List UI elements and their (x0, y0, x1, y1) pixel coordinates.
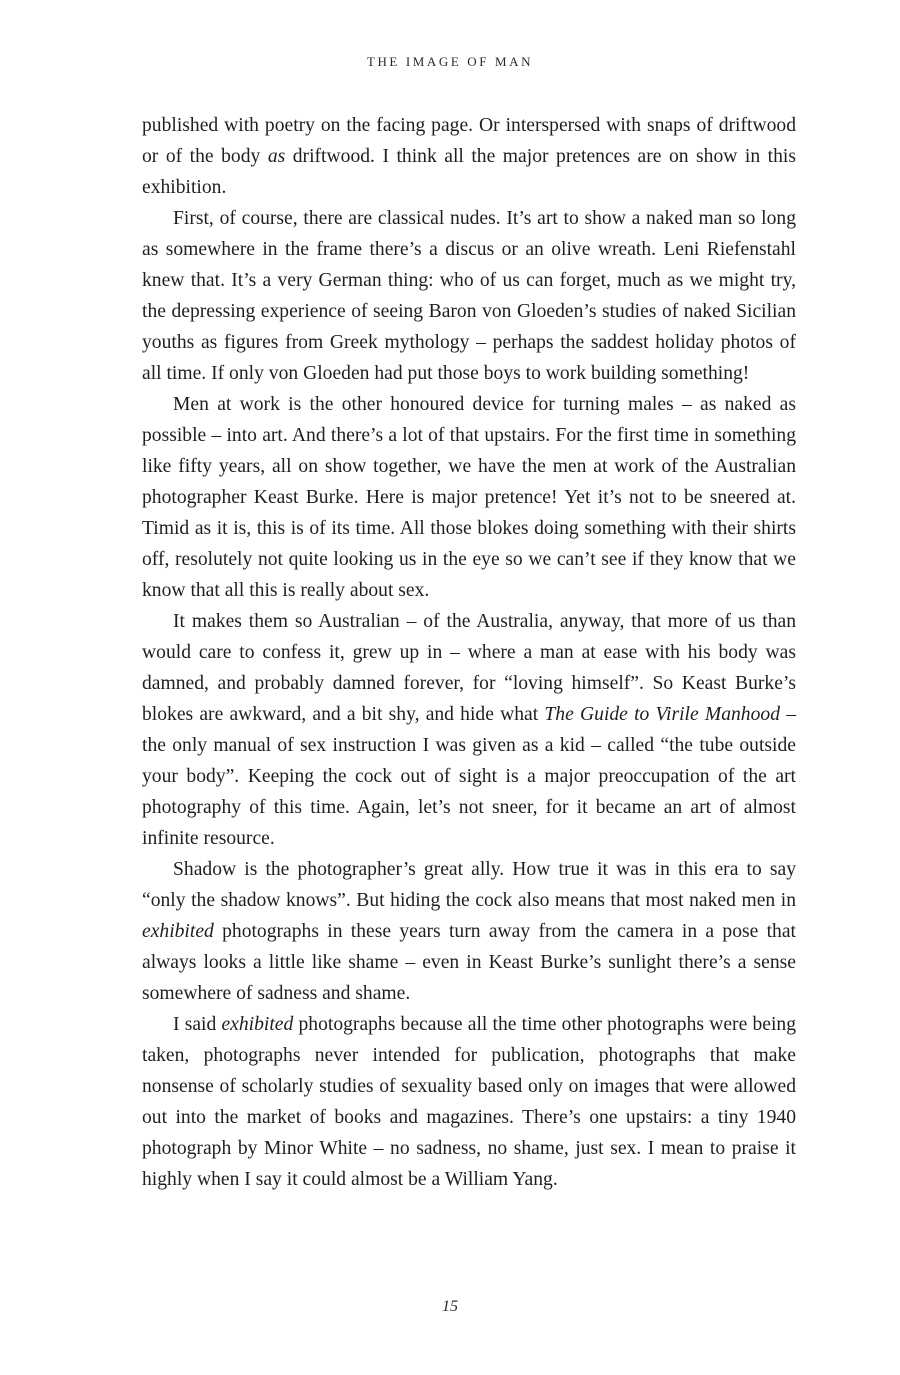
body-text (142, 110, 796, 1195)
paragraph-2 (142, 203, 796, 389)
italic-run: exhibited (221, 1014, 294, 1035)
paragraph-1 (142, 110, 796, 203)
page-number: 15 (442, 1298, 458, 1315)
paragraph-3 (142, 389, 796, 606)
italic-run: as (267, 146, 286, 167)
text-run: photographs because all the time other photographs were being taken, photographs never intended for publication, photographs that make nonsense of scholarly studies of sexuality based only on images that were allowed out into the market of books and magazines. There’s one upstairs: a tiny 1940 photograph by Minor White – no sadness, no shame, just sex. I mean to praise it highly when I say it could almost be a William Yang. (142, 1014, 796, 1190)
paragraph-6 (142, 1009, 796, 1195)
running-head: THE IMAGE OF MAN (366, 54, 534, 69)
paragraph-5 (142, 854, 796, 1009)
text-run: published with poetry on the facing page. Or interspersed with snaps of driftwood or of the body (142, 115, 796, 167)
text-run: First, of course, there are classical nudes. It’s art to show a naked man so long as somewhere in the frame there’s a discus or an olive wreath. Leni Riefenstahl knew that. It’s a very German thing: who of us can forget, much as we might try, the depressing experience of seeing Baron von Gloeden’s studies of naked Sicilian youths as figures from Greek mythology – perhaps the saddest holiday photos of all time. If only von Gloeden had put those boys to work building something! (142, 208, 796, 384)
text-run: Shadow is the photographer’s great ally. How true it was in this era to say “only the shadow knows”. But hiding the cock also means that most naked men in (142, 859, 796, 911)
text-run: It makes them so Australian – of the Australia, anyway, that more of us than would care to confess it, grew up in – where a man at ease with his body was damned, and probably damned forever, for “loving himself”. So Keast Burke’s blokes are awkward, and a bit shy, and hide what (142, 611, 796, 725)
text-run: photographs in these years turn away from the camera in a pose that always looks a little like shame – even in Keast Burke’s sunlight there’s a sense somewhere of sadness and shame. (142, 921, 796, 1004)
italic-run: The Guide to Virile Manhood (544, 704, 780, 725)
text-run: – the only manual of sex instruction I was given as a kid – called “the tube outside your body”. Keeping the cock out of sight is a major preoccupation of the art photography of this time. Again, let’s not sneer, for it became an art of almost infinite resource. (142, 704, 796, 849)
paragraph-4 (142, 606, 796, 854)
text-run: Men at work is the other honoured device for turning males – as naked as possible – into art. And there’s a lot of that upstairs. For the first time in something like fifty years, all on show together, we have the men at work of the Australian photographer Keast Burke. Here is major pretence! Yet it’s not to be sneered at. Timid as it is, this is of its time. All those blokes doing something with their shirts off, resolutely not quite looking us in the eye so we can’t see if they know that we know that all this is really about sex. (142, 394, 796, 601)
italic-run: exhibited (142, 921, 214, 942)
text-run: I said (173, 1014, 222, 1035)
text-run: driftwood. I think all the major pretences are on show in this exhibition. (142, 146, 796, 198)
